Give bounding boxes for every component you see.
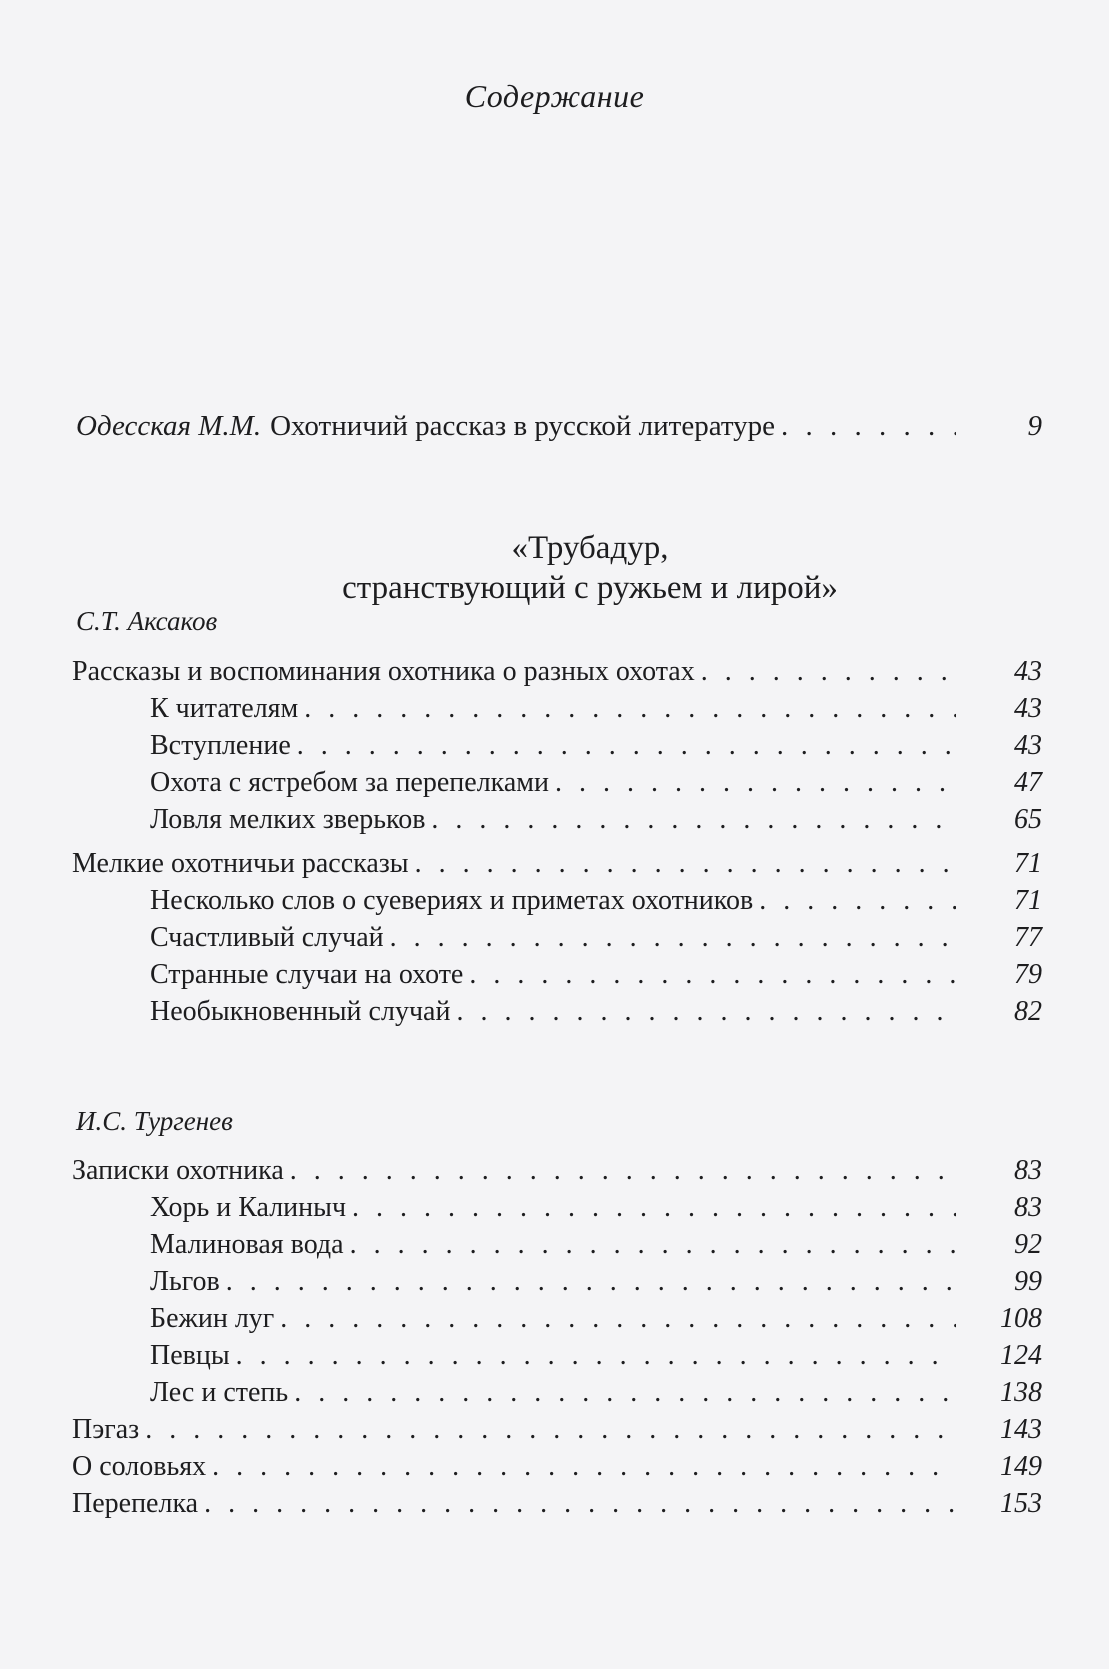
toc-entry	[72, 922, 1042, 959]
entry-page-number: 83	[1014, 1155, 1042, 1186]
dot-leader	[415, 848, 956, 880]
author-heading-aksakov: С.Т. Аксаков	[76, 606, 218, 636]
dot-leader	[304, 693, 956, 725]
entry-page-number: 79	[1014, 959, 1042, 990]
dot-leader	[280, 1303, 956, 1335]
entry-title: Вступление	[150, 730, 291, 761]
dot-leader	[781, 410, 956, 443]
dot-leader	[555, 767, 956, 799]
entry-title: Пэгаз	[72, 1414, 140, 1445]
entry-page-number: 43	[1014, 656, 1042, 687]
intro-entry	[76, 410, 1042, 443]
entry-page-number: 65	[1014, 804, 1042, 835]
toc-entry	[72, 804, 1042, 841]
toc-entry	[72, 848, 1042, 885]
toc-entry	[72, 1451, 1042, 1488]
dot-leader	[390, 922, 956, 954]
toc-entry	[72, 1303, 1042, 1340]
dot-leader	[236, 1340, 956, 1372]
dot-leader	[759, 885, 956, 917]
dot-leader	[212, 1451, 956, 1483]
entry-title: Хорь и Калиныч	[150, 1192, 347, 1223]
entry-title: Несколько слов о суевериях и приметах охотников	[150, 885, 754, 916]
entry-page-number: 99	[1014, 1266, 1042, 1297]
dot-leader	[352, 1192, 956, 1224]
dot-leader	[290, 1155, 956, 1187]
toc-entry	[72, 996, 1042, 1033]
author-heading-turgenev: И.С. Тургенев	[76, 1106, 233, 1136]
section-heading-line-1: «Трубадур,	[511, 530, 669, 566]
toc-entry	[72, 1377, 1042, 1414]
entry-page-number: 71	[1014, 885, 1042, 916]
entry-page-number: 47	[1014, 767, 1042, 798]
entry-title: Ловля мелких зверьков	[150, 804, 426, 835]
dot-leader	[456, 996, 956, 1028]
toc-entry	[72, 730, 1042, 767]
entry-title: Рассказы и воспоминания охотника о разных охотах	[72, 656, 695, 687]
dot-leader	[204, 1488, 956, 1520]
entry-title: Бежин луг	[150, 1303, 275, 1334]
dot-leader	[294, 1377, 956, 1409]
dot-leader	[226, 1266, 956, 1298]
entry-page-number: 71	[1014, 848, 1042, 879]
toc-entry	[72, 656, 1042, 693]
toc-entry	[72, 693, 1042, 730]
entry-page-number: 124	[1000, 1340, 1042, 1371]
toc-entry	[72, 1488, 1042, 1525]
entry-page-number: 143	[1000, 1414, 1042, 1445]
entry-title: О соловьях	[72, 1451, 207, 1482]
entry-title: Малиновая вода	[150, 1229, 344, 1260]
toc-entry	[72, 1340, 1042, 1377]
intro-author: Одесская М.М.	[76, 410, 262, 442]
page-title: Содержание	[464, 78, 645, 114]
toc-entry	[72, 1192, 1042, 1229]
intro-title: Охотничий рассказ в русской литературе	[270, 410, 775, 442]
dot-leader	[297, 730, 956, 762]
entry-title: Записки охотника	[72, 1155, 284, 1186]
entry-title: Льгов	[150, 1266, 220, 1297]
entry-page-number: 153	[1000, 1488, 1042, 1519]
entry-title: Странные случаи на охоте	[150, 959, 464, 990]
toc-entry	[72, 1266, 1042, 1303]
entry-title: Необыкновенный случай	[150, 996, 451, 1027]
entry-title: Лес и степь	[150, 1377, 289, 1408]
dot-leader	[350, 1229, 956, 1261]
entry-page-number: 43	[1014, 693, 1042, 724]
toc-list-aksakov	[72, 656, 1042, 1033]
dot-leader	[431, 804, 956, 836]
toc-entry	[72, 767, 1042, 804]
entry-page-number: 83	[1014, 1192, 1042, 1223]
dot-leader	[145, 1414, 956, 1446]
entry-title: Охота с ястребом за перепелками	[150, 767, 549, 798]
toc-list-turgenev	[72, 1155, 1042, 1525]
entry-page-number: 43	[1014, 730, 1042, 761]
toc-entry	[72, 959, 1042, 996]
entry-page-number: 108	[1000, 1303, 1042, 1334]
toc-entry	[72, 1229, 1042, 1266]
entry-page-number: 77	[1014, 922, 1042, 953]
entry-page-number: 82	[1014, 996, 1042, 1027]
entry-page-number: 92	[1014, 1229, 1042, 1260]
intro-page-number: 9	[1027, 410, 1042, 442]
section-heading	[0, 528, 1109, 608]
spacer	[72, 841, 1042, 848]
dot-leader	[469, 959, 956, 991]
entry-title: Певцы	[150, 1340, 230, 1371]
toc-entry	[72, 885, 1042, 922]
entry-title: Счастливый случай	[150, 922, 384, 953]
entry-page-number: 149	[1000, 1451, 1042, 1482]
section-heading-line-2: странствующий с ружьем и лирой»	[342, 570, 838, 606]
entry-title: Мелкие охотничьи рассказы	[72, 848, 409, 879]
toc-entry	[72, 1414, 1042, 1451]
entry-page-number: 138	[1000, 1377, 1042, 1408]
entry-title: Перепелка	[72, 1488, 199, 1519]
dot-leader	[701, 656, 956, 688]
toc-entry	[72, 1155, 1042, 1192]
entry-title: К читателям	[150, 693, 299, 724]
